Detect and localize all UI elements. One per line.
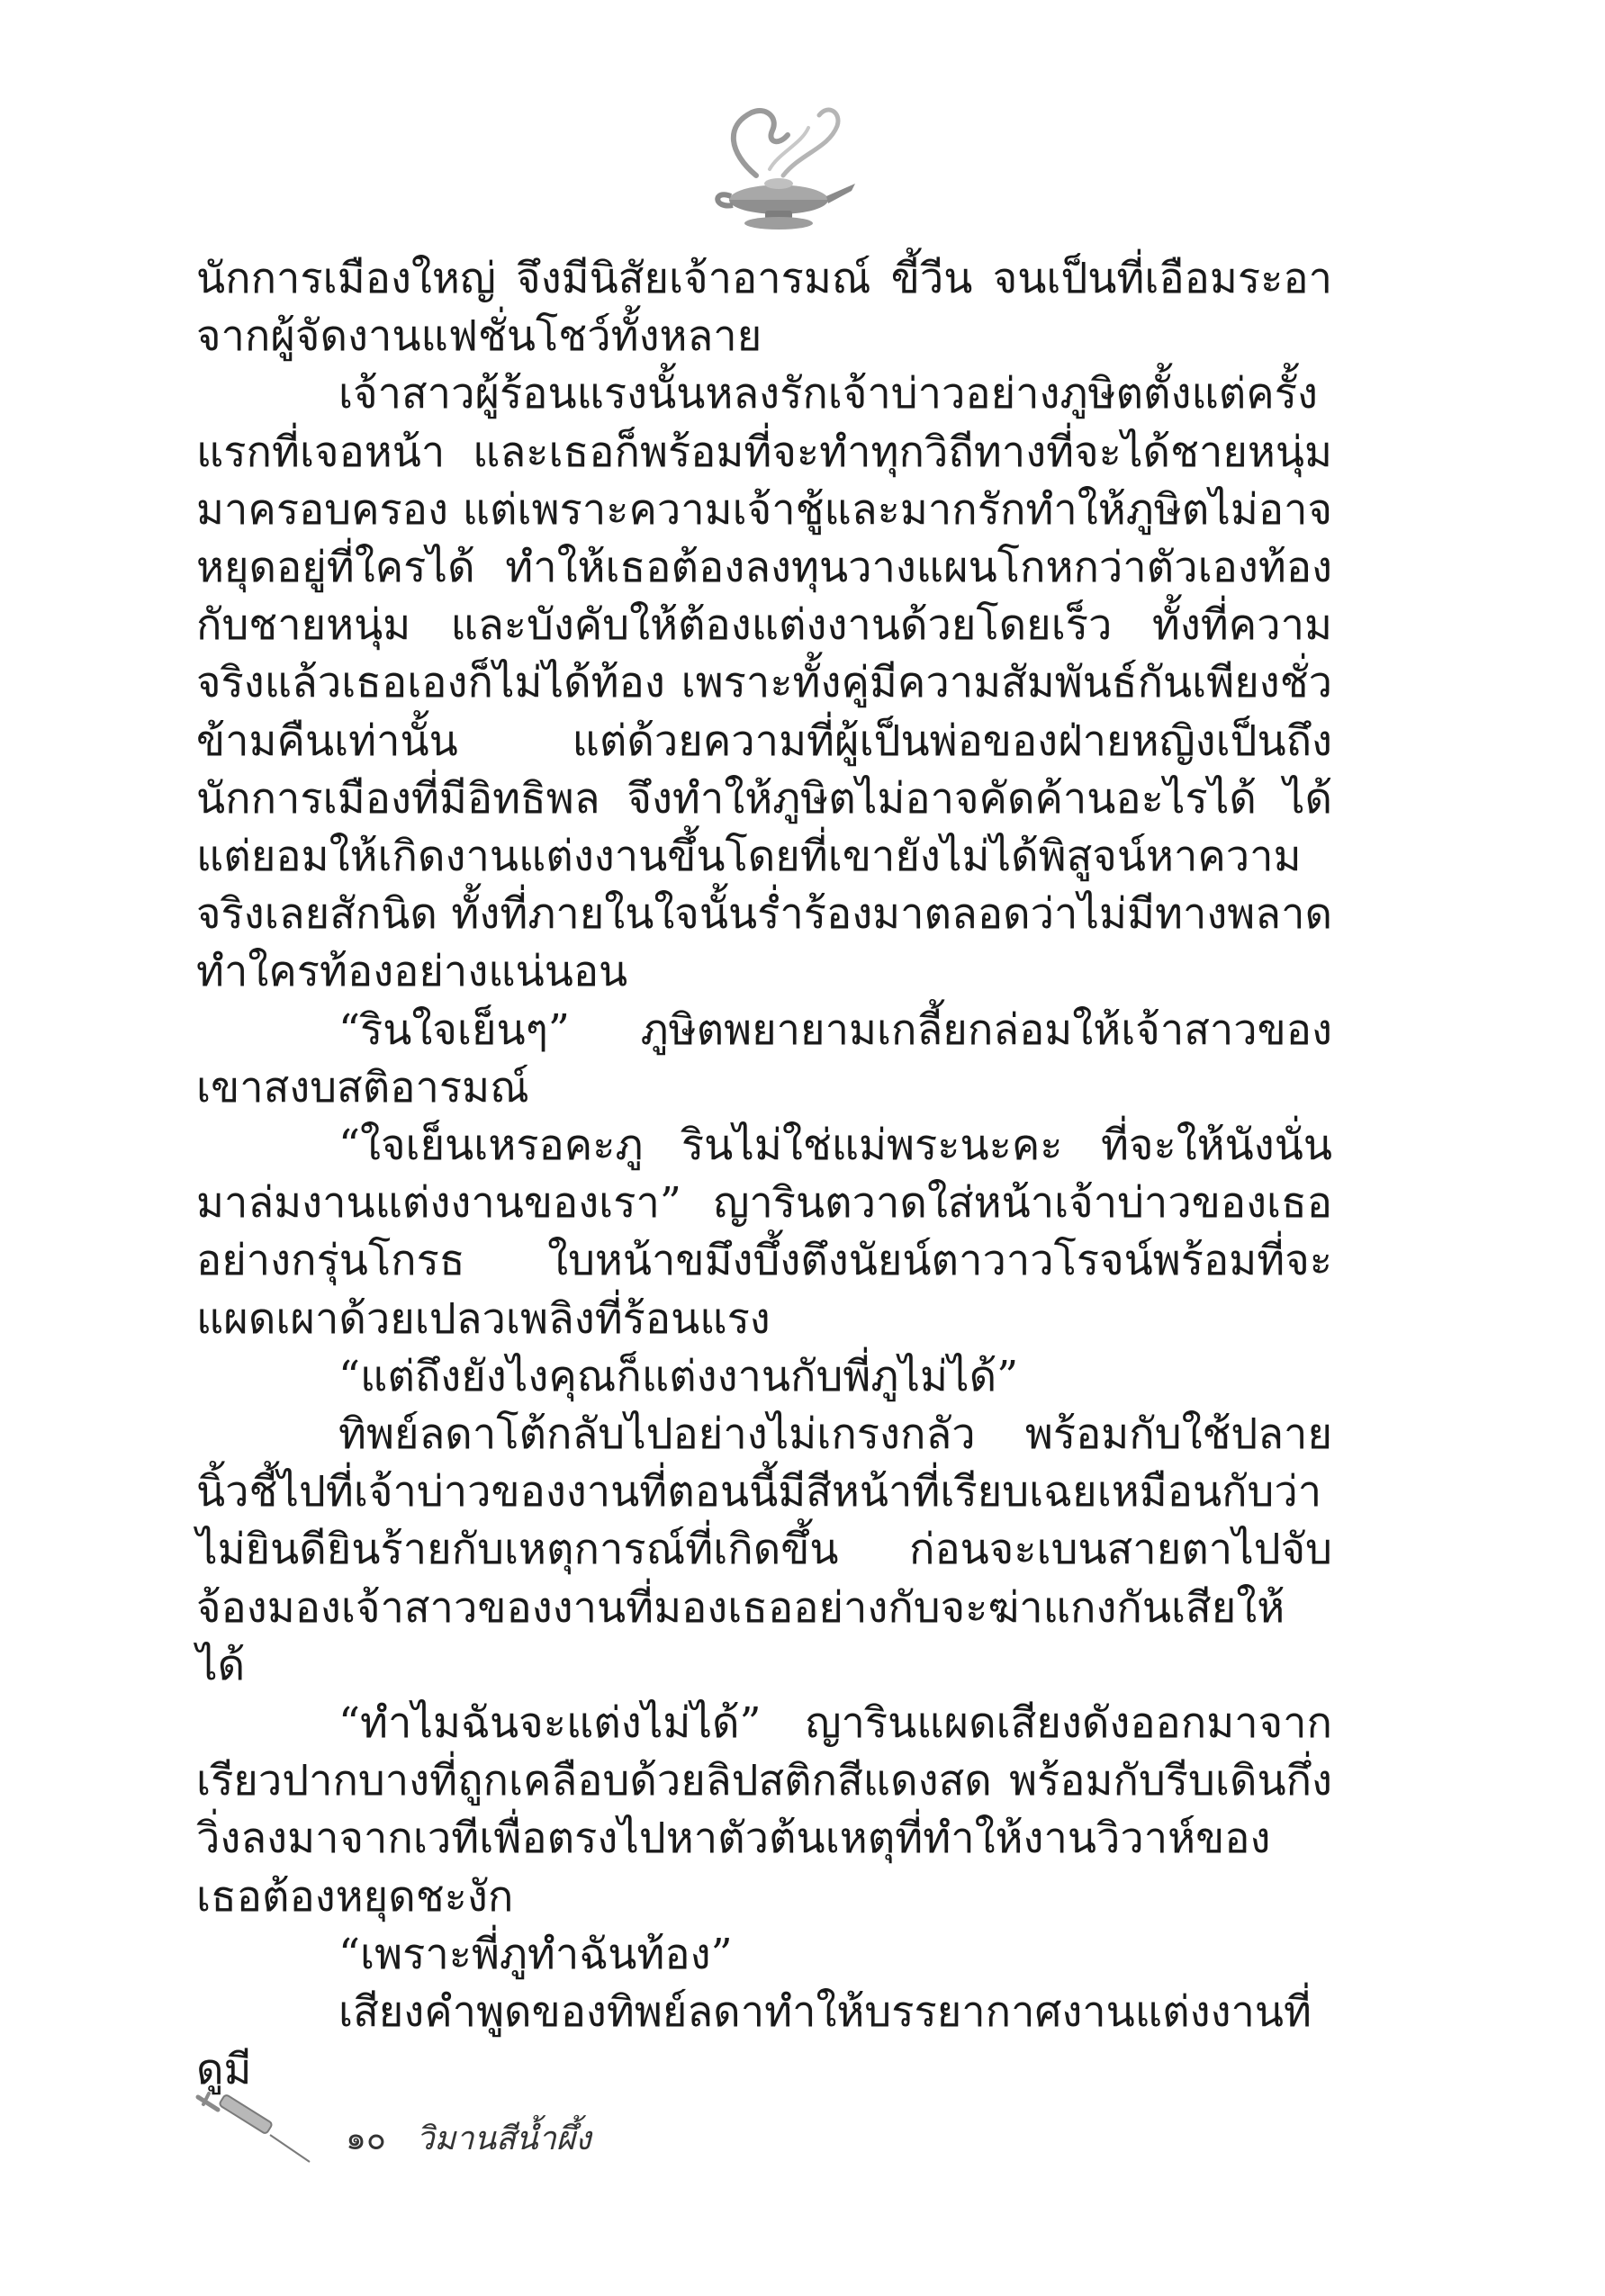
paragraph: “รินใจเย็นๆ” ภูษิตพยายามเกลี้ยกล่อมให้เจ้าสาวของเขาสงบสติอารมณ์ — [196, 1004, 1332, 1112]
paragraph: “ใจเย็นเหรอคะภู รินไม่ใช่แม่พระนะคะ ที่จะให้นังนั่นมาล่มงานแต่งงานของเรา” ญารินตวาดใส่หน้าเจ้าบ่าวของเธออย่างกรุ่นโกรธ ใบหน้าขมึงบึ้งตึงนัยน์ตาวาวโรจน์พร้อมที่จะแผดเผาด้วยเปลวเพลิงที่ร้อนแรง — [196, 1121, 1332, 1344]
syringe-icon — [191, 2088, 317, 2169]
paragraph: “ทำไมฉันจะแต่งไม่ได้” ญารินแผดเสียงดังออกมาจากเรียวปากบางที่ถูกเคลือบด้วยลิปสติกสีแดงสด พร้อมกับรีบเดินกึ่งวิ่งลงมาจากเวทีเพื่อตรงไปหาตัวต้นเหตุที่ทำให้งานวิวาห์ของเธอต้องหยุดชะงัก — [196, 1698, 1332, 1922]
paragraph: “แต่ถึงยังไงคุณก็แต่งงานกับพี่ภูไม่ได้” — [338, 1351, 1019, 1401]
page-number: ๑๐ — [346, 2120, 386, 2157]
paragraph: นักการเมืองใหญ่ จึงมีนิสัยเจ้าอารมณ์ ขี้วีน จนเป็นที่เอือมระอาจากผู้จัดงานแฟชั่นโชว์ทั้งหลาย — [196, 254, 1332, 362]
paragraph: “เพราะพี่ภูทำฉันท้อง” — [338, 1929, 733, 1979]
paragraph: เจ้าสาวผู้ร้อนแรงนั้นหลงรักเจ้าบ่าวอย่างภูษิตตั้งแต่ครั้งแรกที่เจอหน้า และเธอก็พร้อมที่จะทำทุกวิถีทางที่จะได้ชายหนุ่มมาครอบครอง แต่เพราะความเจ้าชู้และมากรักทำให้ภูษิตไม่อาจหยุดอยู่ที่ใครได้ ทำให้เธอต้องลงทุนวางแผนโกหกว่าตัวเองท้องกับชายหนุ่ม และบังคับให้ต้องแต่งงานด้วยโดยเร็ว ทั้งที่ความจริงแล้วเธอเองก็ไม่ได้ท้อง เพราะทั้งคู่มีความสัมพันธ์กันเพียงชั่วข้ามคืนเท่านั้น แต่ด้วยความที่ผู้เป็นพ่อของฝ่ายหญิงเป็นถึงนักการเมืองที่มีอิทธิพล จึงทำให้ภูษิตไม่อาจคัดค้านอะไรได้ ได้แต่ยอมให้เกิดงานแต่งงานขึ้นโดยที่เขายังไม่ได้พิสูจน์หาความจริงเลยสักนิด ทั้งที่ภายในใจนั้นร่ำร้องมาตลอดว่าไม่มีทางพลาดทำใครท้องอย่างแน่นอน — [196, 369, 1332, 997]
paragraph: เสียงคำพูดของทิพย์ลดาทำให้บรรยากาศงานแต่งงานที่ดูมี — [196, 1987, 1312, 2095]
oil-lamp-icon — [693, 90, 864, 234]
page-footer — [346, 2112, 591, 2164]
body-text — [196, 250, 1332, 2100]
paragraph: ทิพย์ลดาโต้กลับไปอย่างไม่เกรงกลัว พร้อมกับใช้ปลายนิ้วชี้ไปที่เจ้าบ่าวของงานที่ตอนนี้มีสีหน้าที่เรียบเฉยเหมือนกับว่าไม่ยินดียินร้ายกับเหตุการณ์ที่เกิดขึ้น ก่อนจะเบนสายตาไปจับจ้องมองเจ้าสาวของงานที่มองเธออย่างกับจะฆ่าแกงกันเสียให้ได้ — [196, 1409, 1332, 1690]
book-title: วิมานสีน้ำผึ้ง — [416, 2120, 591, 2157]
